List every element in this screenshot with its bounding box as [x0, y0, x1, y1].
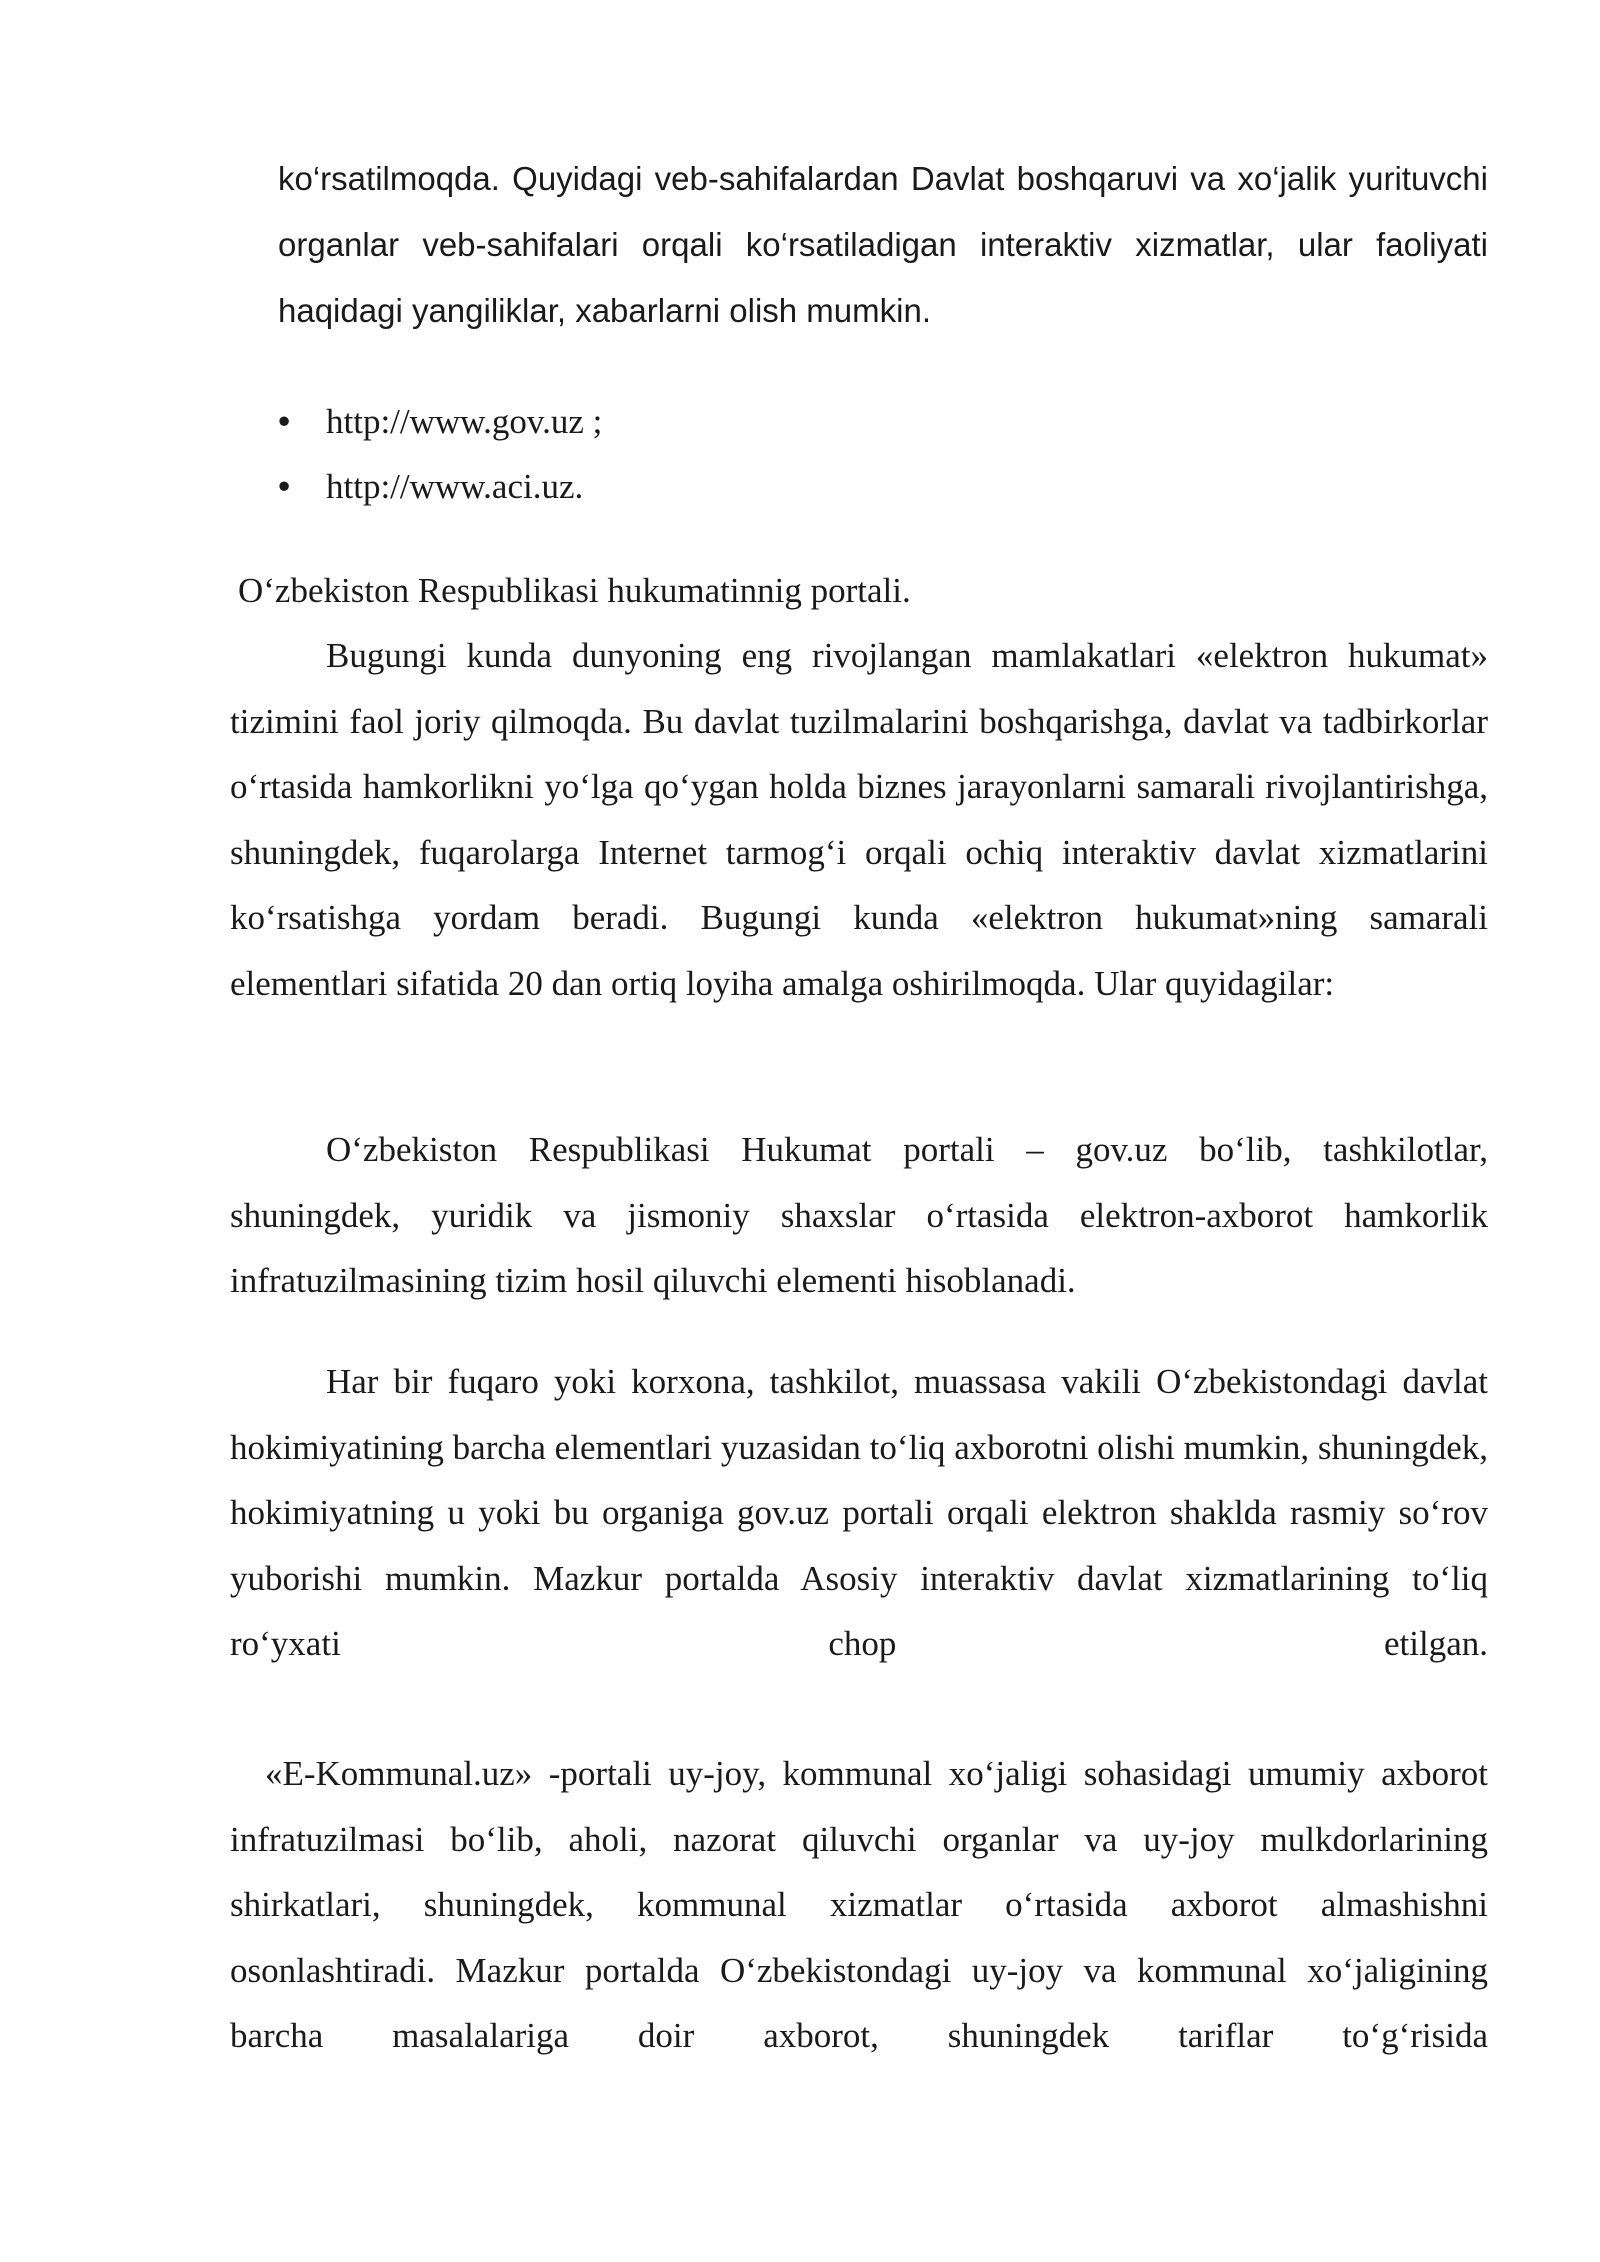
gov-uz-link[interactable]: http://www.gov.uz ; — [326, 402, 603, 441]
aci-uz-link[interactable]: http://www.aci.uz. — [326, 467, 584, 506]
body-paragraph: Bugungi kunda dunyoning eng rivojlangan mamlakatlari «elektron hukumat» tizimini faol joriy qilmoqda. Bu davlat tuzilmalarini boshqarishga, davlat va tadbirkorlar o‘rtasida hamkorlikni yo‘lga qo‘ygan holda biznes jarayonlarni samarali rivojlantirishga, shuningdek, fuqarolarga Internet tarmog‘i orqali ochiq interaktiv davlat xizmatlarini ko‘rsatishga yordam beradi. Bugungi kunda «elektron hukumat»ning samarali elementlari sifatida 20 dan ortiq loyiha amalga oshirilmoqda. Ular quyidagilar: — [230, 636, 1488, 1003]
body-paragraph: «E-Kommunal.uz» -portali uy-joy, kommunal xo‘jaligi sohasidagi umumiy axborot infratuzilmasi bo‘lib, aholi, nazorat qiluvchi organlar va uy-joy mulkdorlarining shirkatlari, shuningdek, kommunal xizmatlar o‘rtasida axborot almashishni osonlashtiradi. Mazkur portalda O‘zbekistondagi uy-joy va kommunal xo‘jaligining barcha masalalariga doir axborot, shuningdek tariflar to‘g‘risida — [230, 1754, 1488, 2055]
list-item — [278, 389, 1488, 454]
bullet-icon: • — [278, 467, 291, 506]
body-paragraph: Har bir fuqaro yoki korxona, tashkilot, muassasa vakili O‘zbekistondagi davlat hokimiyatining barcha elementlari yuzasidan to‘liq axborotni olishi mumkin, shuningdek, hokimiyatning u yoki bu organiga gov.uz portali orqali elektron shaklda rasmiy so‘rov yuborishi mumkin. Mazkur portalda Asosiy interaktiv davlat xizmatlarining to‘liq ro‘yxati chop etilgan. — [230, 1362, 1488, 1663]
bullet-icon: • — [278, 402, 291, 441]
website-link-list — [278, 389, 1488, 519]
section-heading: O‘zbekiston Respublikasi hukumatinnig portali. — [238, 571, 911, 610]
list-item — [278, 454, 1488, 519]
body-paragraph: O‘zbekiston Respublikasi Hukumat portali – gov.uz bo‘lib, tashkilotlar, shuningdek, yuridik va jismoniy shaxslar o‘rtasida elektron-axborot hamkorlik infratuzilmasining tizim hosil qiluvchi elementi hisoblanadi. — [230, 1130, 1488, 1300]
intro-paragraph: ko‘rsatilmoqda. Quyidagi veb-sahifalardan Davlat boshqaruvi va xo‘jalik yurituvchi organlar veb-sahifalari orqali ko‘rsatiladigan interaktiv xizmatlar, ular faoliyati haqidagi yangiliklar, xabarlarni olish mumkin. — [278, 160, 1488, 329]
